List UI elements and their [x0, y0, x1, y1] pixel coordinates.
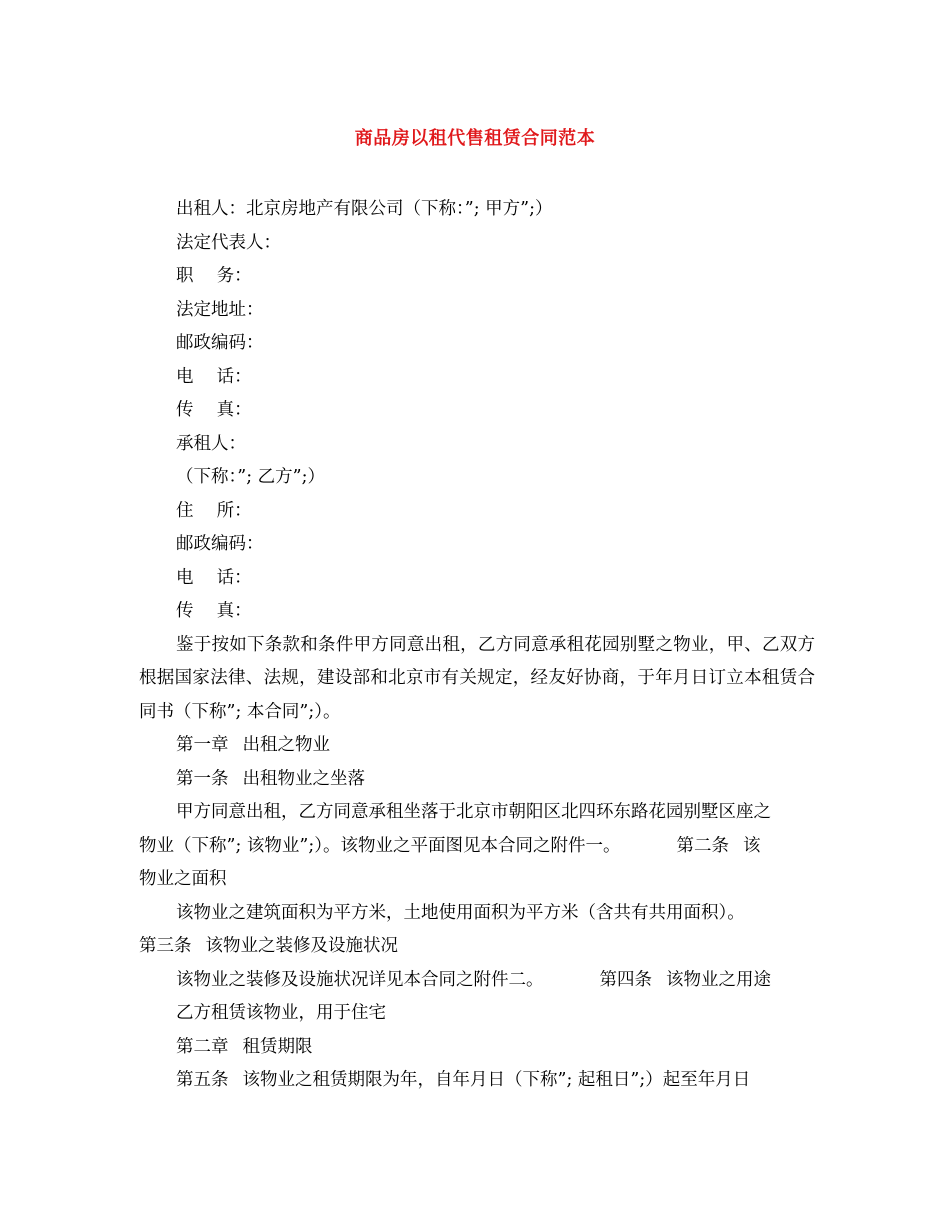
lessee-line: 承租人： [176, 433, 246, 454]
article-2-title-line: 物业之面积 [139, 869, 227, 889]
chapter-1-label: 第一章 [176, 735, 229, 755]
phone-line-2: 电 话： [176, 567, 252, 588]
article-4-title: 该物业之用途 [666, 969, 771, 990]
fax-line-2: 传 真： [176, 601, 252, 621]
phone-line-1: 电 话： [176, 366, 252, 387]
lessor-line: 出租人：北京房地产有限公司（下称：”; 甲方”;） [176, 199, 553, 219]
article-5-text: 该物业之租赁期限为年，自年月日（下称”; 起租日”;）起至年月日 [242, 1070, 751, 1090]
article-1-text-line-1: 甲方同意出租，乙方同意承租坐落于北京市朝阳区北四环东路花园别墅区座之 [176, 802, 771, 822]
chapter-2-label: 第二章 [176, 1036, 229, 1057]
chapter-2-title: 租赁期限 [242, 1036, 313, 1057]
article-1-label: 第一条 [176, 768, 229, 789]
article-3-heading [139, 930, 815, 964]
article-1-heading [139, 763, 815, 797]
article-2-title-start: 该 [743, 835, 761, 856]
postal-code-line-2: 邮政编码： [176, 534, 264, 554]
article-5-line [139, 1064, 815, 1098]
residence-line: 住 所： [176, 500, 252, 521]
article-4-text: 乙方租赁该物业，用于住宅 [176, 1003, 386, 1023]
lessee-alias-line: （下称：”; 乙方”;） [176, 467, 325, 487]
chapter-1-title: 出租之物业 [242, 735, 330, 755]
article-1-text-end: 物业（下称”; 该物业”;）。该物业之平面图见本合同之附件一。 [139, 835, 621, 856]
chapter-2-heading [139, 1031, 815, 1065]
position-line: 职 务： [176, 266, 252, 286]
document-title: 商品房以租代售租赁合同范本 [354, 128, 596, 149]
fax-line-1: 传 真： [176, 400, 252, 420]
postal-code-line-1: 邮政编码： [176, 333, 264, 353]
article-3-title: 该物业之装修及设施状况 [205, 936, 398, 956]
article-3-label: 第三条 [139, 936, 192, 956]
article-2-text: 该物业之建筑面积为平方米，土地使用面积为平方米（含共有共用面积）。 [176, 902, 745, 923]
legal-rep-line: 法定代表人： [176, 232, 281, 253]
legal-address-line: 法定地址： [176, 299, 264, 320]
article-3-4-line [139, 964, 815, 998]
article-1-text-line-2 [139, 830, 815, 864]
article-4-label: 第四条 [599, 969, 652, 990]
preamble-paragraph: 鉴于按如下条款和条件甲方同意出租，乙方同意承租花园别墅之物业，甲、乙双方根据国家法律、法规，建设部和北京市有关规定，经友好协商，于年月日订立本租赁合同书（下称”; 本合同”;）。 [139, 634, 815, 722]
article-2-label: 第二条 [676, 835, 729, 856]
article-1-title: 出租物业之坐落 [242, 768, 365, 789]
article-5-label: 第五条 [176, 1070, 229, 1090]
chapter-1-heading [139, 729, 815, 763]
article-3-text: 该物业之装修及设施状况详见本合同之附件二。 [176, 969, 544, 990]
document-body [139, 193, 815, 1098]
